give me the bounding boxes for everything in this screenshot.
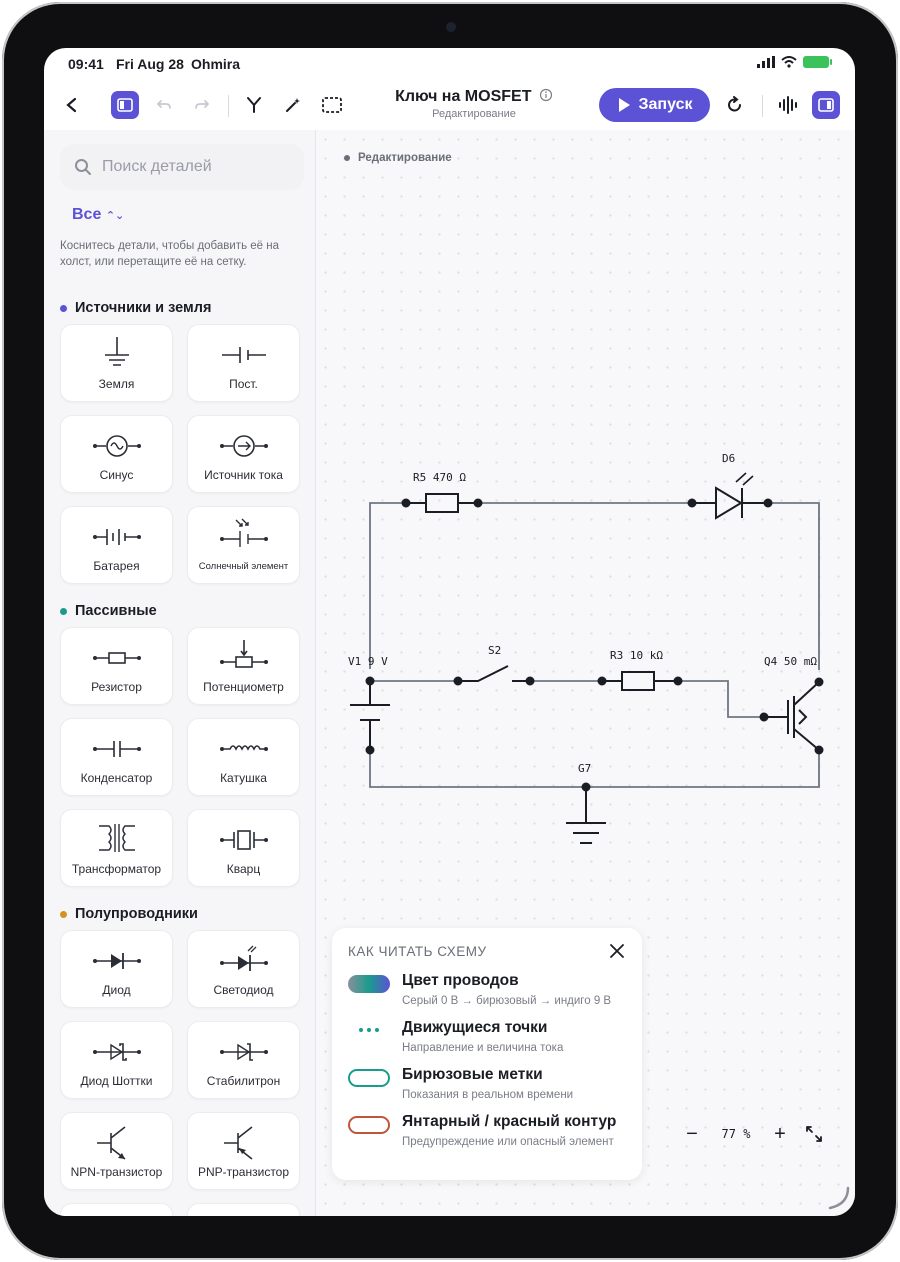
circuit-diagram[interactable] bbox=[316, 130, 855, 890]
transformer-icon bbox=[93, 820, 141, 856]
part-label: Конденсатор bbox=[80, 771, 153, 785]
wifi-icon bbox=[781, 56, 797, 68]
part-dc-source[interactable] bbox=[187, 324, 300, 402]
app-screen bbox=[44, 48, 855, 1216]
led-d6[interactable] bbox=[689, 473, 772, 518]
schottky-diode-icon bbox=[93, 1032, 141, 1068]
document-title[interactable] bbox=[394, 88, 554, 120]
play-icon bbox=[617, 97, 631, 113]
resize-handle-icon[interactable] bbox=[826, 1186, 850, 1210]
part-label: Источник тока bbox=[204, 468, 283, 482]
legend-row-moving-dots bbox=[348, 1019, 638, 1063]
part-label: Кварц bbox=[226, 862, 261, 876]
signal-icon bbox=[757, 56, 775, 68]
status-icons bbox=[757, 56, 829, 68]
part-battery[interactable] bbox=[60, 506, 173, 584]
part-card-partial[interactable] bbox=[60, 1203, 173, 1216]
part-potentiometer[interactable] bbox=[187, 627, 300, 705]
part-diode[interactable] bbox=[60, 930, 173, 1008]
switch-s2[interactable] bbox=[455, 666, 534, 685]
info-icon[interactable] bbox=[539, 88, 553, 102]
part-npn-transistor[interactable] bbox=[60, 1112, 173, 1190]
ground-g7[interactable] bbox=[566, 784, 606, 844]
category-passive bbox=[60, 603, 157, 619]
part-label: Резистор bbox=[91, 680, 142, 694]
search-icon bbox=[74, 158, 92, 176]
zoom-controls bbox=[678, 1120, 828, 1148]
inspector-toggle-icon[interactable] bbox=[812, 91, 840, 119]
part-sine-source[interactable] bbox=[60, 415, 173, 493]
legend-row-desc: Серый 0 В → бирюзовый → индиго 9 В bbox=[402, 995, 612, 1007]
npn-transistor-icon bbox=[93, 1123, 141, 1161]
part-led[interactable] bbox=[187, 930, 300, 1008]
resistor-r3[interactable] bbox=[599, 672, 682, 690]
transistor-q4[interactable] bbox=[761, 679, 823, 754]
wire-branch-icon[interactable] bbox=[240, 91, 268, 119]
part-inductor[interactable] bbox=[187, 718, 300, 796]
search-input[interactable] bbox=[60, 144, 304, 190]
part-crystal[interactable] bbox=[187, 809, 300, 887]
sine-source-icon bbox=[93, 426, 141, 462]
sidebar-toggle-icon[interactable] bbox=[111, 91, 139, 119]
label-v1: V1 9 V bbox=[348, 655, 388, 668]
category-title: Источники и земля bbox=[75, 300, 212, 316]
current-source-icon bbox=[220, 426, 268, 462]
status-date: Fri Aug 28 bbox=[116, 56, 184, 72]
resistor-icon bbox=[93, 638, 141, 674]
part-card-partial[interactable] bbox=[187, 1203, 300, 1216]
resistor-r5[interactable] bbox=[403, 494, 482, 512]
zoom-out-button[interactable]: − bbox=[686, 1122, 698, 1145]
part-label: NPN-транзистор bbox=[70, 1165, 163, 1179]
legend-row-wire-color bbox=[348, 972, 638, 1016]
document-subtitle: Редактирование bbox=[432, 108, 516, 120]
legend-row-desc: Показания в реальном времени bbox=[402, 1089, 574, 1101]
wire-top[interactable] bbox=[370, 503, 819, 670]
battery-icon bbox=[803, 56, 829, 68]
category-dot bbox=[60, 608, 67, 615]
label-s2: S2 bbox=[488, 644, 502, 657]
wire-color-swatch bbox=[348, 975, 390, 993]
toolbar-divider bbox=[228, 95, 229, 117]
legend-row-title: Движущиеся точки bbox=[402, 1019, 548, 1036]
category-dot bbox=[60, 911, 67, 918]
part-current-source[interactable] bbox=[187, 415, 300, 493]
part-label: Трансформатор bbox=[71, 862, 162, 876]
schematic-canvas[interactable] bbox=[316, 130, 855, 1216]
moving-dots-icon bbox=[348, 1021, 390, 1041]
label-r3: R3 10 kΩ bbox=[610, 649, 663, 662]
ground-icon bbox=[93, 335, 141, 371]
part-label: Синус bbox=[99, 468, 134, 482]
waveform-icon[interactable] bbox=[774, 91, 802, 119]
part-transformer[interactable] bbox=[60, 809, 173, 887]
legend-row-title: Цвет проводов bbox=[402, 972, 519, 989]
front-camera bbox=[446, 22, 456, 32]
category-dot bbox=[60, 305, 67, 312]
solar-cell-icon bbox=[220, 517, 268, 553]
search-placeholder: Поиск деталей bbox=[102, 158, 212, 175]
legend-row-title: Янтарный / красный контур bbox=[402, 1113, 617, 1130]
reset-icon[interactable] bbox=[721, 91, 749, 119]
redo-icon[interactable] bbox=[188, 91, 216, 119]
document-name: Ключ на MOSFET bbox=[395, 88, 532, 105]
part-label: Стабилитрон bbox=[206, 1074, 281, 1088]
category-title: Полупроводники bbox=[75, 906, 198, 922]
part-resistor[interactable] bbox=[60, 627, 173, 705]
pnp-transistor-icon bbox=[220, 1123, 268, 1161]
part-label: Пост. bbox=[229, 377, 258, 391]
category-semiconductors bbox=[60, 906, 198, 922]
part-solar-cell[interactable] bbox=[187, 506, 300, 584]
zoom-in-button[interactable]: + bbox=[774, 1122, 786, 1145]
part-label: Земля bbox=[98, 377, 135, 391]
teal-label-swatch bbox=[348, 1069, 390, 1087]
parts-sidebar bbox=[44, 130, 316, 1216]
run-button-label: Запуск bbox=[638, 96, 693, 113]
zener-diode-icon bbox=[220, 1032, 268, 1068]
status-carrier: Ohmira bbox=[191, 56, 241, 72]
magic-wand-icon[interactable] bbox=[279, 91, 307, 119]
capacitor-icon bbox=[93, 729, 141, 765]
part-schottky-diode[interactable] bbox=[60, 1021, 173, 1099]
wire-bottom[interactable] bbox=[370, 750, 819, 787]
legend-row-desc: Предупреждение или опасный элемент bbox=[402, 1136, 614, 1148]
led-icon bbox=[220, 941, 268, 977]
toolbar-divider bbox=[762, 95, 763, 117]
part-label: Диод Шоттки bbox=[80, 1074, 153, 1088]
category-sources bbox=[60, 300, 211, 316]
legend-row-teal-labels bbox=[348, 1066, 638, 1110]
battery-cell-icon bbox=[93, 517, 141, 553]
potentiometer-icon bbox=[220, 638, 268, 674]
legend-panel bbox=[332, 928, 642, 1180]
wire-middle[interactable] bbox=[370, 681, 764, 717]
battery-v1[interactable] bbox=[350, 678, 390, 754]
category-title: Пассивные bbox=[75, 603, 157, 619]
label-g7: G7 bbox=[578, 762, 592, 775]
filter-value: Все bbox=[72, 206, 102, 223]
zoom-level: 77 % bbox=[721, 1127, 751, 1141]
part-capacitor[interactable] bbox=[60, 718, 173, 796]
back-icon[interactable] bbox=[58, 91, 86, 119]
close-icon[interactable] bbox=[606, 940, 628, 962]
sidebar-hint: Коснитесь детали, чтобы добавить её на холст, или перетащите её на сетку. bbox=[60, 240, 279, 268]
warning-outline-swatch bbox=[348, 1116, 390, 1134]
part-label: Потенциометр bbox=[203, 680, 284, 694]
status-time: 09:41 bbox=[68, 56, 104, 72]
part-label: Солнечный элемент bbox=[198, 561, 289, 572]
filter-select[interactable] bbox=[72, 206, 124, 224]
part-zener-diode[interactable] bbox=[187, 1021, 300, 1099]
chevron-updown-icon: ⌃⌄ bbox=[105, 210, 125, 222]
crystal-icon bbox=[220, 820, 268, 856]
legend-row-title: Бирюзовые метки bbox=[402, 1066, 543, 1083]
status-bar bbox=[44, 48, 855, 80]
part-label: Диод bbox=[102, 983, 131, 997]
part-label: PNP-транзистор bbox=[197, 1165, 290, 1179]
part-label: Светодиод bbox=[213, 983, 274, 997]
diode-icon bbox=[93, 941, 141, 977]
mode-label: Редактирование bbox=[358, 152, 452, 164]
legend-row-warning-outline bbox=[348, 1113, 638, 1157]
toolbar bbox=[44, 80, 855, 130]
label-q4: Q4 50 mΩ bbox=[764, 655, 817, 668]
part-label: Катушка bbox=[220, 771, 267, 785]
label-r5: R5 470 Ω bbox=[413, 471, 466, 484]
label-d6: D6 bbox=[722, 452, 736, 465]
fit-to-screen-icon[interactable] bbox=[800, 1120, 828, 1148]
legend-row-desc: Направление и величина тока bbox=[402, 1042, 564, 1054]
run-button[interactable] bbox=[599, 88, 710, 122]
part-label: Батарея bbox=[93, 559, 140, 573]
undo-icon[interactable] bbox=[150, 91, 178, 119]
dc-source-icon bbox=[220, 335, 268, 371]
legend-title: КАК ЧИТАТЬ СХЕМУ bbox=[348, 944, 487, 959]
part-ground[interactable] bbox=[60, 324, 173, 402]
inductor-icon bbox=[220, 729, 268, 765]
select-area-icon[interactable] bbox=[318, 91, 346, 119]
part-pnp-transistor[interactable] bbox=[187, 1112, 300, 1190]
